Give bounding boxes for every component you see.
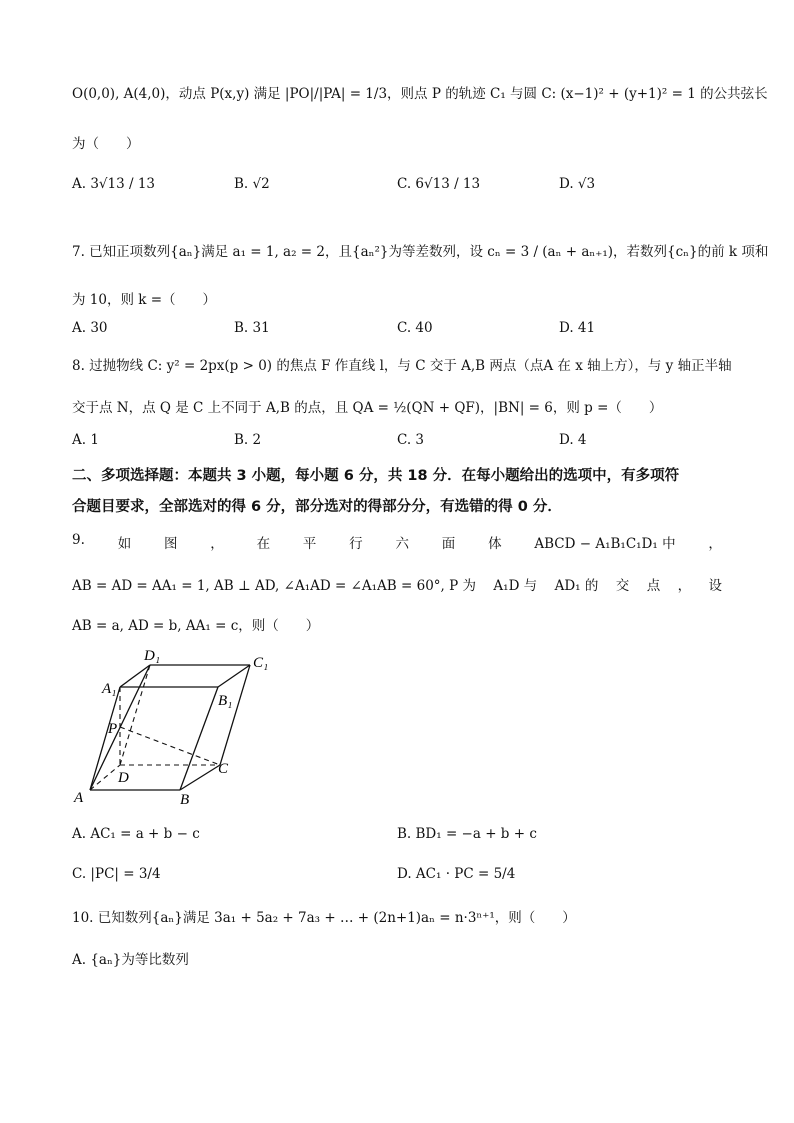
q9-word: 设 [708,578,722,594]
q9-word: ， [677,578,692,594]
q8-option-d: D. 4 [559,432,587,448]
q9-word: 在 [256,536,271,552]
q9-word: 如 [117,536,132,552]
edge-B1C1 [218,665,250,687]
q9-word: ABCD − A₁B₁C₁D₁ 中 [534,536,676,552]
segment-PC-hidden [120,727,220,765]
q9-word: 交 [615,578,630,594]
edge-AA1 [90,687,120,790]
q7-option-a: A. 30 [72,320,108,336]
label-C1: C₁ [253,655,269,671]
q6-stem-line1: O(0,0), A(4,0)，动点 P(x,y) 满足 |PO|/|PA| = 1/3，则点 P 的轨迹 C₁ 与圆 C: (x−1)² + (y+1)² = 1 的公共弦长 [72,86,768,102]
q8-stem-line1: 8. 过抛物线 C: y² = 2px(p > 0) 的焦点 F 作直线 l，与 C 交于 A,B 两点（点A 在 x 轴上方），与 y 轴正半轴 [72,358,732,374]
q6-option-a: A. 3√13 / 13 [72,176,156,192]
label-B: B [180,792,190,808]
q7-stem-line2: 为 10，则 k =（ ） [72,292,217,308]
label-B1: B₁ [218,693,233,709]
q9-option-b: B. BD₁ = −a + b + c [397,826,537,842]
q6-option-c: C. 6√13 / 13 [397,176,481,192]
q9-stem-line2 [72,574,722,594]
q6-option-b: B. √2 [234,176,270,192]
q10-option-a: A. {aₙ}为等比数列 [72,952,189,968]
q7-option-b: B. 31 [234,320,270,336]
label-P: P [108,721,118,737]
edge-BB1 [180,687,218,790]
section2-heading-line1: 二、多项选择题：本题共 3 小题，每小题 6 分，共 18 分．在每小题给出的选项中，有多项符 [72,468,680,484]
q10-stem: 10. 已知数列{aₙ}满足 3a₁ + 5a₂ + 7a₃ + … + (2n+1)aₙ = n·3ⁿ⁺¹，则（ ） [72,910,576,926]
edge-BC [180,765,220,790]
edge-CC1 [220,665,250,765]
q9-word: 9. [72,532,85,548]
q6-option-d: D. √3 [559,176,596,192]
q9-word: A₁D 与 [493,578,538,594]
q9-word: ， [210,536,224,552]
edge-AD-hidden [90,765,120,790]
q8-option-a: A. 1 [72,432,99,448]
q9-stem-line1 [72,532,722,552]
q8-stem-line2: 交于点 N，点 Q 是 C 上不同于 A,B 的点，且 QA = ½(QN + QF)，|BN| = 6，则 p =（ ） [72,400,663,416]
label-A1: A₁ [102,681,117,697]
q9-word: AB = AD = AA₁ = 1, AB ⊥ AD, ∠A₁AD = ∠A₁AB = 60°, P 为 [72,578,476,594]
q7-option-d: D. 41 [559,320,596,336]
q8-option-c: C. 3 [397,432,425,448]
q6-stem-line2: 为（ ） [72,136,140,152]
q9-word: 体 [488,536,502,552]
q9-word: 面 [441,536,456,552]
q9-word: 六 [395,536,409,552]
q7-stem-line1: 7. 已知正项数列{aₙ}满足 a₁ = 1, a₂ = 2，且{aₙ²}为等差数列，设 cₙ = 3 / (aₙ + aₙ₊₁)，若数列{cₙ}的前 k 项和 [72,244,769,260]
parallelepiped-figure [70,645,290,815]
q7-option-c: C. 40 [397,320,433,336]
q9-option-c: C. |PC| = 3/4 [72,866,161,882]
label-A: A [74,790,84,806]
q9-word: 平 [302,536,317,552]
label-C: C [218,761,229,777]
q9-stem-line3: AB = a, AD = b, AA₁ = c，则（ ） [72,618,320,634]
q9-word: 点 [646,578,661,594]
q9-word: AD₁ 的 [554,578,599,594]
edge-A1D1 [120,665,150,687]
q9-option-a: A. AC₁ = a + b − c [72,826,200,842]
section2-heading-line2: 合题目要求，全部选对的得 6 分，部分选对的得部分分，有选错的得 0 分． [72,499,562,515]
q9-word: ， [708,536,722,552]
q9-word: 图 [163,536,178,552]
q8-option-b: B. 2 [234,432,262,448]
label-D1: D₁ [144,648,161,664]
q9-word: 行 [349,536,363,552]
q9-option-d: D. AC₁ · PC = 5/4 [397,866,516,882]
label-D: D [118,770,129,786]
edge-DD1-hidden [120,665,150,765]
